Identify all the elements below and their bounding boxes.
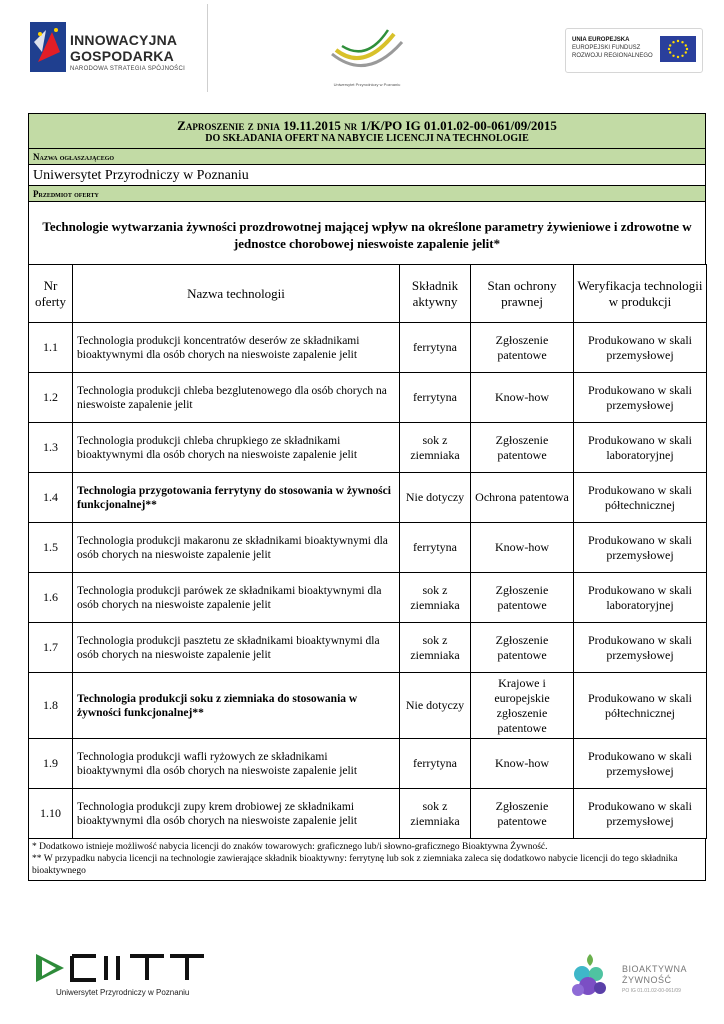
announcer-label: Nazwa ogłaszającego <box>28 148 706 164</box>
cell-ingredient: sok z ziemniaka <box>400 623 471 673</box>
cell-verification: Produkowano w skali przemysłowej <box>574 323 707 373</box>
table-row <box>29 373 707 423</box>
technologies-table <box>28 264 707 839</box>
cell-nr: 1.7 <box>29 623 73 673</box>
eu-flag-icon <box>660 36 696 62</box>
table-row <box>29 739 707 789</box>
cell-verification: Produkowano w skali przemysłowej <box>574 789 707 839</box>
eu-line-2: EUROPEJSKI FUNDUSZ <box>572 45 641 51</box>
cell-verification: Produkowano w skali przemysłowej <box>574 739 707 789</box>
cell-protection: Zgłoszenie patentowe <box>471 789 574 839</box>
eu-fund-logo <box>565 28 703 73</box>
column-header-verification: Weryfikacja technologii w produkcji <box>574 265 707 323</box>
table-row <box>29 423 707 473</box>
cell-name: Technologia produkcji pasztetu ze składnikami bioaktywnymi dla osób chorych na nieswoiste zapalenie jelit <box>73 623 400 673</box>
university-logo <box>322 24 412 94</box>
cell-verification: Produkowano w skali przemysłowej <box>574 623 707 673</box>
announcer-value: Uniwersytet Przyrodniczy w Poznaniu <box>28 164 706 185</box>
logo-line-3: NARODOWA STRATEGIA SPÓJNOŚCI <box>70 66 186 72</box>
eu-line-1: UNIA EUROPEJSKA <box>572 37 630 43</box>
cell-ingredient: Nie dotyczy <box>400 673 471 739</box>
table-row <box>29 523 707 573</box>
cell-verification: Produkowano w skali laboratoryjnej <box>574 423 707 473</box>
bio-logo-line-3: PO IG 01.01.02-00-061/09 <box>622 988 681 994</box>
table-row <box>29 323 707 373</box>
bioaktywna-zywnosc-logo <box>560 950 710 1010</box>
bio-logo-line-2: ŻYWNOŚĆ <box>622 975 672 985</box>
subject-section <box>28 201 706 264</box>
cell-nr: 1.5 <box>29 523 73 573</box>
cell-name: Technologia produkcji chleba bezglutenowego dla osób chorych na nieswoiste zapalenie jelit <box>73 373 400 423</box>
table-row <box>29 573 707 623</box>
cell-protection: Know-how <box>471 523 574 573</box>
cell-nr: 1.4 <box>29 473 73 523</box>
eu-line-3: ROZWOJU REGIONALNEGO <box>572 53 653 59</box>
cell-verification: Produkowano w skali półtechnicznej <box>574 673 707 739</box>
cell-name: Technologia przygotowania ferrytyny do stosowania w żywności funkcjonalnej** <box>73 473 400 523</box>
ciitt-logo <box>36 950 216 1000</box>
ciitt-logo-caption: Uniwersytet Przyrodniczy w Poznaniu <box>56 988 190 997</box>
cell-nr: 1.6 <box>29 573 73 623</box>
cell-verification: Produkowano w skali półtechnicznej <box>574 473 707 523</box>
footnote-2: ** W przypadku nabycia licencji na technologie zawierające składnik bioaktywny: ferrytynę lub sok z ziemniaka zaleca się dodatkowo nabycie licencji do tego składnika bioaktywnego <box>32 854 678 876</box>
university-swoosh-icon <box>322 24 412 82</box>
bio-logo-line-1: BIOAKTYWNA <box>622 964 688 974</box>
invitation-document <box>28 113 706 881</box>
cell-name: Technologia produkcji koncentratów deserów ze składnikami bioaktywnymi dla osób chorych na nieswoiste zapalenie jelit <box>73 323 400 373</box>
cell-protection: Know-how <box>471 739 574 789</box>
table-row <box>29 473 707 523</box>
cell-verification: Produkowano w skali przemysłowej <box>574 523 707 573</box>
subject-label: Przedmiot oferty <box>28 185 706 201</box>
innovative-economy-emblem-icon <box>30 22 66 72</box>
cell-name: Technologia produkcji soku z ziemniaka do stosowania w żywności funkcjonalnej** <box>73 673 400 739</box>
ciitt-wordmark-icon <box>36 950 206 986</box>
subject-title: Technologie wytwarzania żywności prozdrowotnej mającej wpływ na określone parametry żywieniowe i zdrowotne w jednostce chorobowej nieswoiste zapalenie jelit* <box>42 219 692 251</box>
cell-ingredient: ferrytyna <box>400 523 471 573</box>
column-header-name: Nazwa technologii <box>73 265 400 323</box>
cell-ingredient: Nie dotyczy <box>400 473 471 523</box>
cell-protection: Krajowe i europejskie zgłoszenie patentowe <box>471 673 574 739</box>
cell-name: Technologia produkcji makaronu ze składnikami bioaktywnymi dla osób chorych na nieswoiste zapalenie jelit <box>73 523 400 573</box>
cell-name: Technologia produkcji zupy krem drobiowej ze składnikami bioaktywnymi dla osób chorych na nieswoiste zapalenie jelit <box>73 789 400 839</box>
cell-nr: 1.8 <box>29 673 73 739</box>
cell-nr: 1.2 <box>29 373 73 423</box>
cell-name: Technologia produkcji chleba chrupkiego ze składnikami bioaktywnymi dla osób chorych na nieswoiste zapalenie jelit <box>73 423 400 473</box>
cell-ingredient: sok z ziemniaka <box>400 573 471 623</box>
footnote-1: * Dodatkowo istnieje możliwość nabycia licencji do znaków towarowych: graficznego lub/i słowno-graficznego Bioaktywna Żywność. <box>32 842 548 852</box>
header-divider <box>207 4 208 92</box>
bioactive-berries-icon <box>560 950 620 1006</box>
innowacyjna-gospodarka-logo <box>30 22 210 82</box>
table-row <box>29 623 707 673</box>
document-subtitle: DO SKŁADANIA OFERT NA NABYCIE LICENCJI NA TECHNOLOGIE <box>205 133 529 144</box>
cell-nr: 1.9 <box>29 739 73 789</box>
column-header-nr: Nr oferty <box>29 265 73 323</box>
cell-protection: Zgłoszenie patentowe <box>471 423 574 473</box>
cell-protection: Zgłoszenie patentowe <box>471 623 574 673</box>
cell-ingredient: sok z ziemniaka <box>400 423 471 473</box>
footnotes <box>28 839 706 881</box>
cell-protection: Zgłoszenie patentowe <box>471 573 574 623</box>
cell-ingredient: ferrytyna <box>400 373 471 423</box>
cell-ingredient: ferrytyna <box>400 739 471 789</box>
cell-ingredient: sok z ziemniaka <box>400 789 471 839</box>
cell-nr: 1.3 <box>29 423 73 473</box>
document-header <box>28 113 706 148</box>
table-row <box>29 673 707 739</box>
table-row <box>29 789 707 839</box>
logo-line-1: INNOWACYJNA <box>70 32 178 48</box>
university-logo-caption: Uniwersytet Przyrodniczy w Poznaniu <box>333 82 401 87</box>
cell-nr: 1.10 <box>29 789 73 839</box>
cell-nr: 1.1 <box>29 323 73 373</box>
cell-protection: Know-how <box>471 373 574 423</box>
cell-name: Technologia produkcji wafli ryżowych ze składnikami bioaktywnymi dla osób chorych na nieswoiste zapalenie jelit <box>73 739 400 789</box>
cell-verification: Produkowano w skali przemysłowej <box>574 373 707 423</box>
column-header-protection: Stan ochrony prawnej <box>471 265 574 323</box>
cell-protection: Zgłoszenie patentowe <box>471 323 574 373</box>
table-header-row <box>29 265 707 323</box>
document-title: Zaproszenie z dnia 19.11.2015 nr 1/K/PO IG 01.01.02-00-061/09/2015 <box>177 118 557 133</box>
cell-protection: Ochrona patentowa <box>471 473 574 523</box>
logo-line-2: GOSPODARKA <box>70 48 174 64</box>
cell-name: Technologia produkcji parówek ze składnikami bioaktywnymi dla osób chorych na nieswoiste zapalenie jelit <box>73 573 400 623</box>
cell-verification: Produkowano w skali laboratoryjnej <box>574 573 707 623</box>
cell-ingredient: ferrytyna <box>400 323 471 373</box>
column-header-ingredient: Składnik aktywny <box>400 265 471 323</box>
